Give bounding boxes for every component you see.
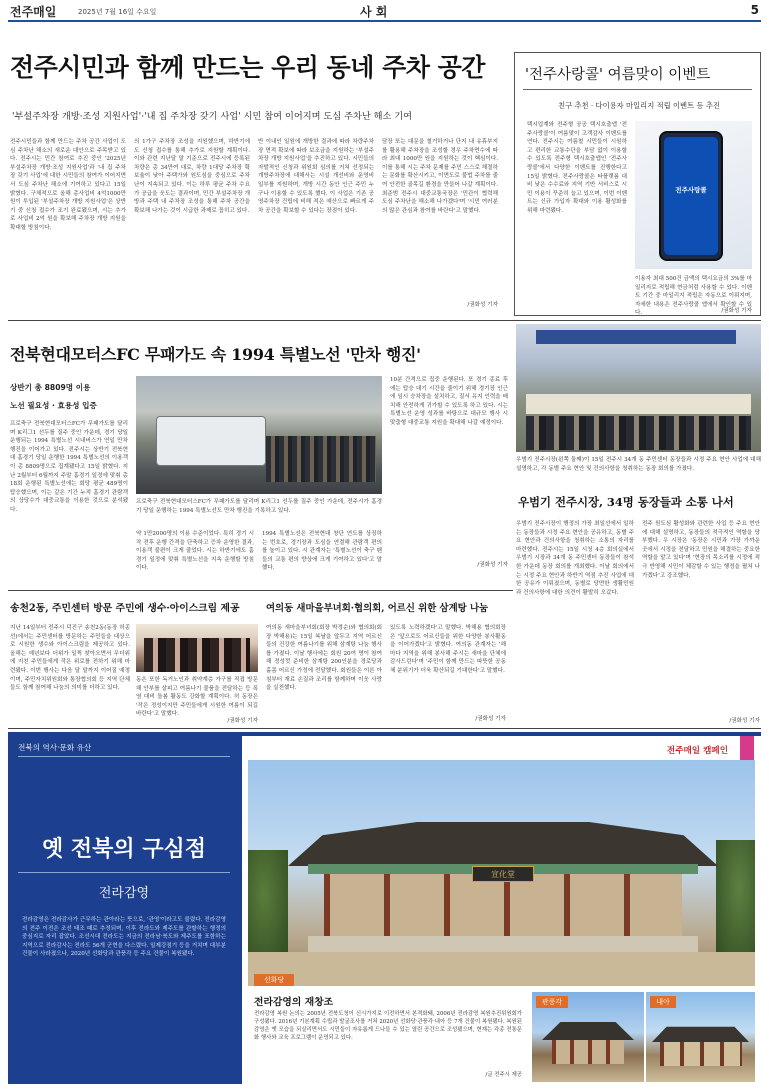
app-name-label: 전주사랑콜	[675, 186, 707, 194]
heritage-text-column	[8, 732, 240, 1084]
songcheon-photo	[136, 624, 258, 672]
fc-article	[8, 324, 513, 586]
tree-left	[248, 850, 288, 960]
sarangcall-body-left: 택시업계와 전주형 공공 택시호출앱 '전주사랑콜'이 여름맞이 고객감사 이벤트를 연다. 전주시는 여름철 시민들이 시원하고 편리한 교통수단을 부담 없이 이용할 수 있도록 전주형 택시호출앱인 '전주사랑콜'에서 다양한 이벤트를 진행한다고 15일 밝혔다. 전주사랑콜은 타플랫폼 대비 낮은 수수료와 지역 기반 서비스로 시민 이용이 꾸준히 늘고 있으며, 이번 이벤트는 신규 가입자 확대와 이용 활성화를 위해 마련됐다.	[527, 122, 627, 214]
rebuild-title: 전라감영의 재창조	[254, 997, 334, 1008]
rule-3	[8, 728, 761, 729]
lead-byline: /권화성 기자	[467, 302, 498, 308]
yeouidong-col-1: 여의동 새마을부녀회(회장 박경순)와 협의회(회장 박해용)는 15일 복날을 앞두고 지역 어르신들의 건강한 여름나기를 위해 삼계탕 나눔 행사를 가졌다. 이날 행사에는 회원 20여 명이 참여해 정성껏 준비한 삼계탕 200인분을 경로당과 홀몸 어르신 가정에 전달했다. 회원들은 이른 아침부터 재료 손질과 조리를 함께하며 이웃 사랑을 실천했다.	[266, 625, 382, 692]
heritage-body: 전라감영은 전라감사가 근무하는 관아라는 뜻으로, '관영'이라고도 불렸다. 전라감영의 전주 이전은 조선 태조 때로 추정되며, 이후 전라도와 제주도를 관할하는 행정의 중심지로 자리 잡았다. 조선시대 전라도는 지금의 전라남·북도와 제주도를 포함하는 지역으로 전라감사는 전라도 56개 군현을 다스렸다. 일제강점기 등을 거치며 대부분 건물이 사라졌으나, 2020년 선화당과 관풍각 등 주요 건물이 복원됐다.	[22, 917, 226, 958]
heritage-tag-rule	[18, 756, 230, 757]
phone-screen	[664, 137, 718, 255]
songcheon-byline: /권화성 기자	[227, 718, 258, 724]
seonhwadang-photo	[248, 760, 755, 986]
tongdong-headline: 우범기 전주시장, 34명 동장들과 소통 나서	[518, 495, 734, 509]
tree-right	[716, 840, 755, 960]
meeting-photo	[516, 324, 761, 452]
meeting-banner	[536, 330, 736, 344]
yeouidong-byline: /권화성 기자	[475, 716, 506, 722]
rebuild-body: 전라감영 복원 논의는 2005년 전북도청이 신시가지로 이전하면서 본격화돼, 2006년 전라감영 복원추진위원회가 구성됐다. 2016년 기본계획 수립과 발굴조사를 거쳐 2020년 선화당·관풍각·내아 등 7개 건물이 복원됐다. 복원된 감영은 옛 모습을 되살리면서도 시민들이 자유롭게 드나들 수 있는 열린 공간으로 조성됐으며, 현재는 각종 전통문화 행사와 교육 프로그램이 운영되고 있다.	[254, 1011, 522, 1041]
gwan-body	[552, 1040, 624, 1064]
naea-photo	[646, 992, 755, 1082]
campaign-label: 전주매일 캠페인	[666, 746, 728, 756]
gwan-roof	[542, 1020, 634, 1040]
hall-plaque	[472, 866, 534, 882]
heritage-tag: 전북의 역사·문화 유산	[18, 743, 92, 752]
songcheon-headline: 송천2동, 주민센터 방문 주민에 생수·아이스크림 제공	[10, 603, 240, 614]
gwanpunggak-photo	[532, 992, 644, 1082]
yeouidong-article	[264, 594, 513, 726]
fc-sub-1: 상반기 총 8809명 이용	[10, 383, 91, 392]
naea-label: 내아	[650, 996, 676, 1008]
heritage-title-rule	[18, 872, 230, 873]
lead-col-3: 반 이내인 일원에 개방한 결과에 따라 차량주차장 면적 확보에 따라 보조금을 지원하는 '부설주차장 개방 지원사업'을 추진하고 있다. 시민들의 자발적인 신청과 위원회 심의를 거쳐 선정되는 개방주차장에 대해서는 시설 개선비와 운영비 일부를 지원하며, 개방 시간 동안 인근 주민 누구나 이용할 수 있도록 했다. 이 사업은 기존 공영주차장 건립에 비해 적은 예산으로 빠르게 주차 공간을 확보할 수 있다는 장점이 있다.	[258, 139, 374, 214]
sarangcall-headline: '전주사랑콜' 여름맞이 이벤트	[525, 67, 711, 83]
rebuild-box	[248, 988, 528, 1082]
yeouidong-col-2: 있도록 노력하겠다'고 말했다. 박해용 협의회장은 '앞으로도 어르신들을 위한 다양한 봉사활동을 이어가겠다'고 밝혔다. 여의동 관계자는 '해마다 지역을 위해 봉사해 주시는 새마을 단체에 감사드린다'며 '주민이 함께 만드는 따뜻한 공동체 분위기가 더욱 확산되길 기대한다'고 말했다.	[390, 625, 506, 674]
plaque-text: 宣化堂	[491, 870, 515, 879]
sarangcall-body-right: 이용자 최대 500건 금액의 택시요금의 3%를 마일리지로 적립해 현금처럼 사용할 수 있다. 이벤트 기간 중 마일리지 적립은 자동으로 이뤄지며, 자세한 내용은 전주사랑콜 앱에서 확인할 수 있다.	[635, 276, 752, 317]
tongdong-article	[514, 324, 761, 724]
tongdong-col-2: 전주 원도심 활성화와 관련한 사업 등 주요 현안에 대해 설명하고, 동장들의 적극적인 역할을 당부했다. 우 시장은 '동장은 시민과 가장 가까운 곳에서 시정을 전달하고 민원을 해결하는 중요한 역할을 맡고 있다'며 '현장의 목소리를 시정에 적극 반영해 시민이 체감할 수 있는 행정을 펼쳐 나가겠다'고 강조했다.	[642, 521, 760, 579]
fc-byline: /권화성 기자	[477, 562, 508, 568]
sarangcall-headline-rule	[523, 89, 752, 90]
gwanpunggak-label: 관풍각	[536, 996, 568, 1008]
sarangcall-phone-image	[635, 121, 752, 269]
lead-col-2: 의 1가구 주차장 조성을 지원했으며, 하반기에도 신청 접수를 통해 추가로 지원할 계획이다. 이와 관련 지난달 말 기준으로 전주시에 등록된 차량은 총 34만여 대로, 차량 1대당 주차장 확보율이 낮아 주택가와 원도심을 중심으로 주차난이 지속되고 있다. 이는 하루 평균 주차 수요가 공급을 웃도는 결과이며, 민간 부설주차장 개방과 주택 내 주차장 조성을 통해 주차 공간을 확보해 나가는 것이 시급한 과제로 꼽히고 있다.	[134, 139, 250, 214]
lead-subhead: '부설주차장 개방·조성 지원사업'·'내 집 주차장 갖기 사업' 시민 참여 이어지며 도심 주차난 해소 기여	[12, 111, 413, 122]
rule-1	[8, 320, 761, 321]
songcheon-article	[8, 594, 260, 726]
naea-roof	[652, 1024, 749, 1042]
rebuild-credit: /글 전주시 제공	[485, 1072, 522, 1078]
fc-body: 프로축구 전북현대모터스FC가 무패가도를 달리며 K리그1 선두를 질주 중인 가운데, 경기 당일 운행되는 1994 특별노선 시내버스가 연일 만차 행진을 이어가고 있다. 전주시는 상반기 전북현대 홈경기 당일 운행한 1994 특별노선의 이용객이 총 8809명으로 집계됐다고 15일 밝혔다. 지난 2월부터 6월까지 주말 홈경기 일정에 맞춰 총 18회 운행된 특별노선에는 회당 평균 489명이 탑승했으며, 이는 같은 기간 누적 홈경기 관람객의 상당수가 대중교통을 이용한 것으로 분석됐다.	[10, 421, 128, 513]
fc-bus-photo	[136, 376, 382, 494]
issue-date: 2025년 7월 16일 수요일	[78, 8, 157, 16]
lead-headline: 전주시민과 함께 만드는 우리 동네 주차 공간	[10, 53, 485, 82]
heritage-picture-area	[242, 736, 761, 1084]
crowd-shape	[266, 436, 376, 482]
sarangcall-subhead: 친구 추천 · 다이용자 마일리지 적립 이벤트 등 추진	[558, 101, 720, 110]
lead-article	[8, 28, 506, 318]
heritage-subtitle: 전라감영	[98, 886, 150, 901]
phone-frame	[659, 131, 723, 261]
group-people	[144, 638, 250, 672]
courtyard	[248, 952, 755, 986]
meeting-table	[526, 394, 751, 414]
page-number: 5	[750, 3, 759, 17]
heritage-panel	[8, 732, 761, 1084]
sarangcall-byline: /권화성 기자	[721, 308, 752, 314]
fc-body-4: 10분 간격으로 집중 운행된다. 또 경기 종료 후에는 탑승 대기 시간을 줄이기 위해 경기장 인근에 임시 승차장을 설치하고, 질서 유지 인력을 배치해 안전하게 귀가할 수 있도록 하고 있다. 시는 특별노선 운영 성과를 바탕으로 대규모 행사 시 맞춤형 대중교통 지원을 확대해 나갈 예정이다.	[390, 377, 508, 426]
section-name: 사 회	[360, 5, 388, 19]
tongdong-col-1: 우범기 전주시장이 행정의 가장 최일선에서 일하는 동장들과 시정 주요 현안을 공유하고, 동별 주요 현안과 건의사항을 청취하는 소통의 자리를 마련했다. 전주시는 15일 시청 4층 회의실에서 우범기 시장과 34개 동 주민센터 동장들이 참석한 가운데 동장 회의를 개최했다. 이날 회의에서는 시정 주요 현안과 하반기 역점 추진 사업에 대한 공유가 이뤄졌으며, 동별로 당면한 생활민원과 건의사항에 대한 의견이 활발히 오갔다.	[516, 521, 634, 596]
fc-sub-2: 노선 필요성 · 효용성 입증	[10, 401, 97, 410]
lead-col-1: 전주시민들과 함께 만드는 주차 공간 사업이 도심 주차난 해소의 새로운 대안으로 주목받고 있다. 전주시는 민간 참여로 추진 중인 '2025년 부설주차장 개방·조성 지원사업'과 '내 집 주차장 갖기 사업'에 대한 시민들의 참여가 이어지면서 도심 주차난 해소에 기여하고 있다고 15일 밝혔다. 구체적으로 올해 총사업비 4억1000만 원이 투입된 '부설주차장 개방 지원사업'은 상반기 중 신청 접수가 조기 완료됐으며, 시는 추가로 사업비 2억 원을 확보해 주차장 개방 지원을 확대할 방침이다.	[10, 139, 126, 231]
bus-shape	[156, 416, 266, 466]
naea-body	[660, 1042, 742, 1066]
paper-name: 전주매일	[10, 5, 57, 19]
seonhwadang-label: 선화당	[254, 974, 294, 986]
heritage-title: 옛 전북의 구심점	[41, 836, 207, 862]
songcheon-body: 지난 14일부터 전주시 덕진구 송천2동(동장 허종선)에서는 주민센터를 방문하는 주민들을 대상으로 시원한 생수와 아이스크림을 제공하고 있다. 올해는 예년보다 더위가 일찍 찾아오면서 무더위에 지친 주민들에게 작은 위로를 전하기 위해 마련됐다. 이번 행사는 다음 달 말까지 이어질 예정이며, 주민자치위원회와 통장협의회 등 지역 단체들도 함께 참여해 나눔의 의미를 더하고 있다.	[10, 625, 130, 692]
tongdong-byline: /권화성 기자	[729, 718, 760, 724]
rule-2	[8, 590, 513, 591]
meeting-attendees	[526, 416, 751, 450]
masthead	[8, 0, 761, 22]
meeting-caption: 우범기 전주시장(왼쪽 둘째)이 15일 전주시 34개 동 주민센터 동장들과 시정 주요 현안 사업에 대해 설명하고, 각 동별 주요 현안 및 건의사항을 청취하는 동장 회의를 가졌다.	[516, 457, 761, 472]
lead-col-4: 담장 또는 대문을 철거하거나 단지 내 유휴부지를 활용해 주차장을 조성할 경우 주차면수에 따라 최대 1000만 원을 지원하는 것이 핵심이다. 이를 통해 시는 주차 문제를 주민 스스로 해결하는 문화를 확산시키고, 이면도로 불법 주차를 줄여 안전한 골목길 환경을 만들어 나갈 계획이다. 최준범 전주시 대중교통국장은 '민관이 협력해 도심 주차난을 해소해 나가겠다'며 '시민 여러분의 많은 관심과 참여를 바란다'고 말했다.	[382, 139, 498, 214]
sarangcall-box	[514, 52, 761, 316]
fc-body-3: 1994 특별노선은 전북현대 창단 연도를 상징하는 번호로, 경기장과 도심을 연결해 관람객 편의를 높이고 있다. 시 관계자는 '특별노선이 축구 팬들의 교통 편의 향상에 크게 기여하고 있다'고 말했다.	[262, 531, 382, 572]
fc-body-2: 약 1만2000명의 이용 수준이었다. 특히 경기 시작 전후 운행 간격을 단축하고 증차 운영한 결과, 이용객 불편이 크게 줄었다. 시는 하반기에도 홈경기 일정에 맞춰 특별노선을 지속 운행할 방침이다.	[136, 531, 254, 572]
roof-shape	[288, 822, 718, 866]
yeouidong-headline: 여의동 새마을부녀회·협의회, 어르신 위한 삼계탕 나눔	[266, 603, 489, 614]
stone-base	[308, 936, 698, 952]
fc-headline: 전북현대모터스FC 무패가도 속 1994 특별노선 '만차 행진'	[10, 345, 421, 364]
hall-body	[324, 874, 682, 936]
songcheon-body-2: 동은 또한 독거노인과 취약계층 가구를 직접 방문해 안부를 살피고 여름나기 물품을 전달하는 등 폭염 대비 돌봄 활동도 강화할 계획이다. 허 동장은 '작은 정성이지만 주민들에게 시원한 여름이 되길 바란다'고 말했다.	[136, 677, 258, 718]
fc-photo-caption: 프로축구 전북현대모터스FC가 무패가도를 달리며 K리그1 선두를 질주 중인 가운데, 전주시가 홈경기 당일 운행하는 1994 특별노선도 만차 행진을 기록하고 있다.	[136, 499, 382, 514]
